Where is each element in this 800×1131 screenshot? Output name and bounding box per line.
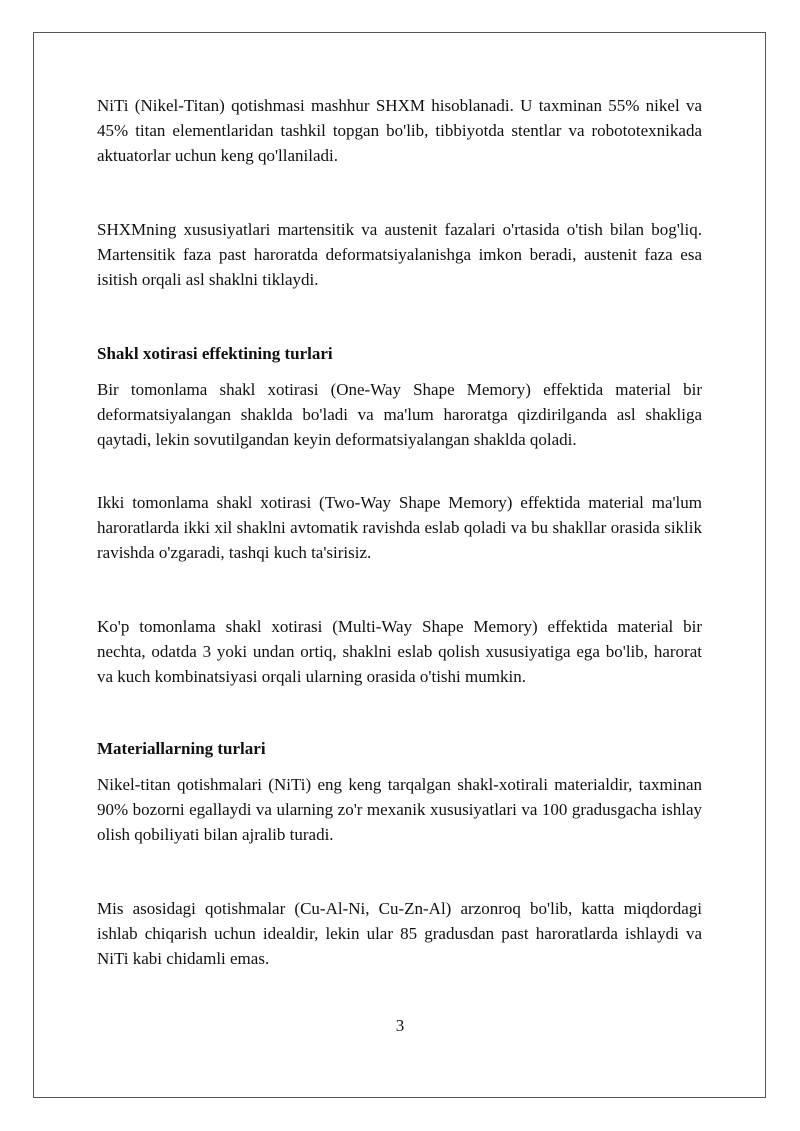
paragraph-one-way: Bir tomonlama shakl xotirasi (One-Way Shape Memory) effektida material bir deformatsiyalangan shaklda bo'ladi va ma'lum haroratga qizdirilganda asl shakliga qaytadi, lekin sovutilgandan keyin deformatsiyalangan shaklda qoladi.	[97, 380, 702, 449]
paragraph-copper-alloys: Mis asosidagi qotishmalar (Cu-Al-Ni, Cu-Zn-Al) arzonroq bo'lib, katta miqdordagi ishlab chiqarish uchun idealdir, lekin ular 85 gradusdan past haroratlarda ishlaydi va NiTi kabi chidamli emas.	[97, 899, 702, 968]
paragraph-two-way: Ikki tomonlama shakl xotirasi (Two-Way Shape Memory) effektida material ma'lum haroratlarda ikki xil shaklni avtomatik ravishda eslab qoladi va bu shakllar orasida siklik ravishda o'zgaradi, tashqi kuch ta'sirisiz.	[97, 493, 702, 562]
paragraph-niti-alloys: Nikel-titan qotishmalari (NiTi) eng keng tarqalgan shakl-xotirali materialdir, taxminan 90% bozorni egallaydi va ularning zo'r mexanik xususiyatlari va 100 gradusgacha ishlay olish qobiliyati bilan ajralib turadi.	[97, 775, 702, 844]
paragraph-phases: SHXMning xususiyatlari martensitik va austenit fazalari o'rtasida o'tish bilan bog'liq. Martensitik faza past haroratda deformatsiyalanishga imkon beradi, austenit faza esa isitish orqali asl shaklni tiklaydi.	[97, 220, 702, 289]
paragraph-multi-way: Ko'p tomonlama shakl xotirasi (Multi-Way Shape Memory) effektida material bir nechta, odatda 3 yoki undan ortiq, shaklni eslab qolish xususiyatiga ega bo'lib, harorat va kuch kombinatsiyasi orqali ularning orasida o'tishi mumkin.	[97, 617, 702, 686]
page-number: 3	[395, 1016, 405, 1035]
heading-material-types: Materiallarning turlari	[97, 739, 266, 758]
page-content	[97, 93, 702, 971]
heading-effect-types: Shakl xotirasi effektining turlari	[97, 344, 333, 363]
paragraph-niti-intro: NiTi (Nikel-Titan) qotishmasi mashhur SHXM hisoblanadi. U taxminan 55% nikel va 45% titan elementlaridan tashkil topgan bo'lib, tibbiyotda stentlar va robototexnikada aktuatorlar uchun keng qo'llaniladi.	[97, 96, 702, 165]
